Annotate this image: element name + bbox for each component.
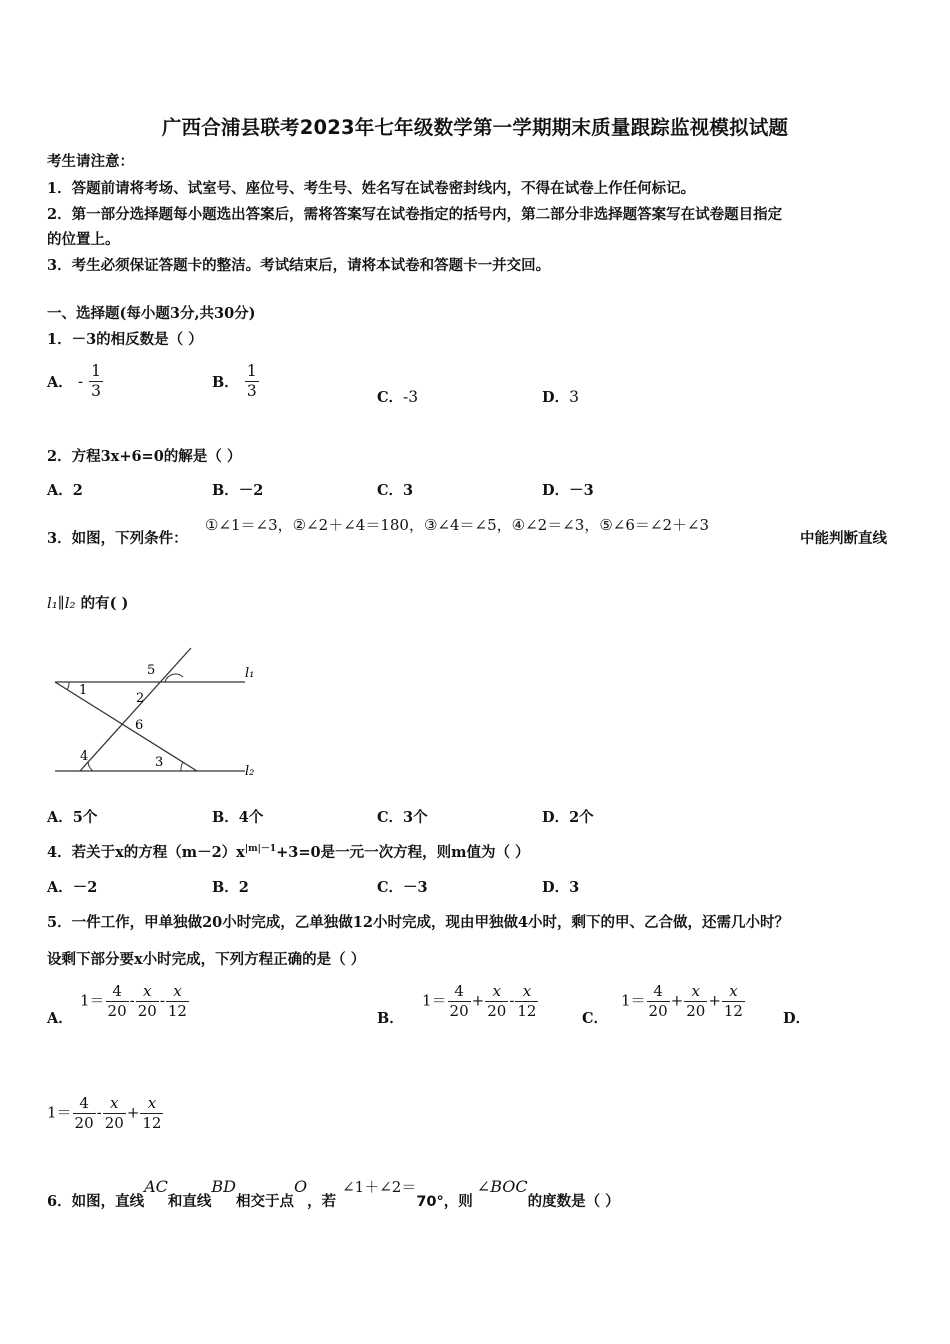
q5-equation-c: 1＝ $\frac{4}{20}$ + $\frac{x}{20}$ + $\frac{x}{12}$ (621, 982, 743, 1020)
angle-label-3: 3 (155, 755, 164, 770)
transversal-1 (55, 682, 197, 771)
q3-option-b: B．4个 (212, 809, 264, 826)
q4-stem: 4．若关于x的方程$(m-2)x^{|m|-1}+3=0$是一元一次方程，则m值为（ ） (47, 844, 530, 861)
q3-option-a: A．5个 (47, 809, 98, 826)
q2-option-d: D．－3 (542, 482, 594, 499)
q1-stem: 1．－3的相反数是（ ） (47, 331, 203, 348)
q1-option-c: C．-3 (377, 388, 419, 406)
q1-option-b: B． $\frac{1}{3}$ (212, 362, 257, 400)
angle-label-2: 2 (136, 691, 145, 706)
q5-equation-a: 1＝ $\frac{4}{20}$ - $\frac{x}{20}$ - $\frac{x}{12}$ (80, 982, 187, 1020)
q3-parallel-lines: l₁∥l₂ (47, 594, 76, 612)
angle-label-1: 1 (79, 683, 88, 698)
q2-option-c: C．3 (377, 482, 414, 499)
label-l2: l₂ (245, 764, 255, 779)
notice-item-2-cont: 的位置上。 (47, 231, 120, 248)
notice-item-1: 1．答题前请将考场、试室号、座位号、考生号、姓名写在试卷密封线内，不得在试卷上作任何标记。 (47, 180, 696, 197)
notice-item-3: 3．考生必须保证答题卡的整洁。考试结束后，请将本试卷和答题卡一并交回。 (47, 257, 551, 274)
q3-prefix: 3．如图，下列条件： (47, 530, 188, 547)
q6-stem: 6．如图，直线AC和直线BD相交于点O，若∠1＋∠2＝70°，则∠BOC的度数是（ ） (47, 1177, 620, 1210)
q3-figure (45, 640, 275, 785)
q2-option-b: B．－2 (212, 482, 264, 499)
q4-option-b: B．2 (212, 879, 249, 896)
q1-option-a: A． - $\frac{1}{3}$ (47, 362, 102, 400)
q5-label-d: D． (783, 1010, 811, 1027)
q5-equation-d: 1＝ $\frac{4}{20}$ - $\frac{x}{20}$ + $\frac{x}{12}$ (47, 1094, 162, 1132)
q4-option-c: C．－3 (377, 879, 428, 896)
notice-heading: 考生请注意： (47, 153, 134, 170)
q5-label-c: C． (582, 1010, 609, 1027)
label-l1: l₁ (245, 666, 255, 681)
q2-stem: 2．方程3x+6=0的解是（ ） (47, 448, 242, 465)
q5-label-b: B． (377, 1010, 404, 1027)
page-title: 广西合浦县联考2023年七年级数学第一学期期末质量跟踪监视模拟试题 (161, 116, 789, 139)
angle-label-4: 4 (80, 749, 89, 764)
q1-option-d: D．3 (542, 388, 579, 406)
q3-option-d: D．2个 (542, 809, 594, 826)
q2-option-a: A．2 (47, 482, 83, 499)
section-heading: 一、选择题(每小题3分,共30分) (47, 305, 256, 322)
transversal-2 (80, 648, 191, 771)
angle-label-6: 6 (135, 718, 144, 733)
q3-lines-line: l₁∥l₂ 的有( ) (47, 594, 129, 612)
q5-stem-1: 5．一件工作，甲单独做20小时完成，乙单独做12小时完成，现由甲独做4小时，剩下的甲、乙合做，还需几小时？ (47, 914, 790, 931)
q4-option-d: D．3 (542, 879, 580, 896)
q3-conditions: ①∠1＝∠3，②∠2＋∠4＝180，③∠4＝∠5，④∠2＝∠3，⑤∠6＝∠2＋∠3 (205, 516, 710, 534)
q3-suffix: 中能判断直线 (800, 530, 887, 547)
q5-label-a: A． (47, 1010, 73, 1027)
angle-label-5: 5 (147, 663, 156, 678)
q4-option-a: A．－2 (47, 879, 98, 896)
q3-option-c: C．3个 (377, 809, 428, 826)
q5-stem-2: 设剩下部分要x小时完成，下列方程正确的是（ ） (47, 951, 366, 968)
q5-equation-b: 1＝ $\frac{4}{20}$ + $\frac{x}{20}$ - $\frac{x}{12}$ (422, 982, 537, 1020)
notice-item-2: 2．第一部分选择题每小题选出答案后，需将答案写在试卷指定的括号内，第二部分非选择题答案写在试卷题目指定 (47, 206, 783, 223)
